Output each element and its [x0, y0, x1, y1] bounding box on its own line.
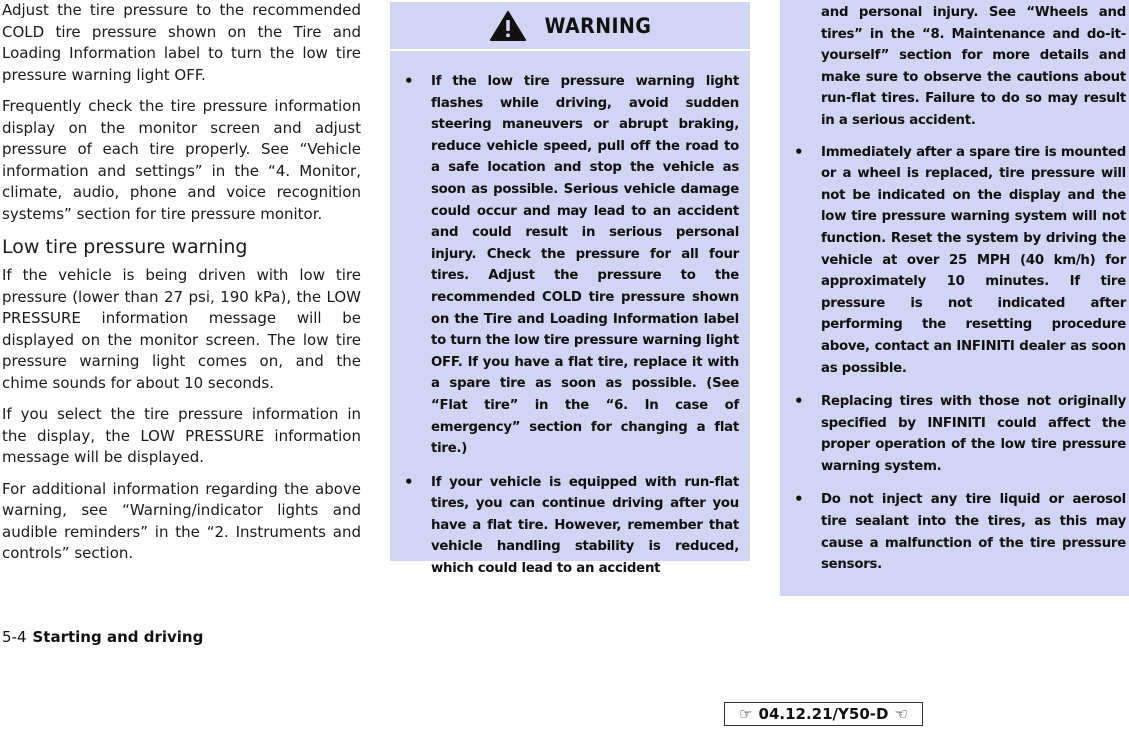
warning-box: [390, 2, 750, 577]
document-code: 04.12.21/Y50-D: [758, 705, 889, 723]
warning-bullet-replacing-tires: • Replacing tires with those not originally specified by INFINITI could affect the proper operation of the low tire pressure warning system.: [780, 391, 1129, 477]
left-column: [2, 0, 361, 575]
warning-triangle-icon: [489, 10, 527, 42]
warning-bullet-list: [390, 71, 750, 580]
warning-continuation-box: [780, 0, 1129, 596]
warning-bullet-flashing-light: • If the low tire pressure warning light flashes while driving, avoid sudden steering maneuvers or abrupt braking, reduce vehicle speed, pull off the road to a safe location and stop the vehicle as soon as possible. Serious vehicle damage could occur and may lead to an accident and could result in serious personal injury. Check the pressure for all four tires. Adjust the pressure to the recommended COLD tire pressure shown on the Tire and Loading Information label to turn the low tire pressure warning light OFF. If you have a flat tire, replace it with a spare tire as soon as possible. (See “Flat tire” in the “6. In case of emergency” section for changing a flat tire.): [390, 71, 750, 460]
warning-title: WARNING: [544, 13, 652, 38]
page-number: 5-4: [2, 628, 27, 646]
page-footer: [2, 628, 203, 646]
warning-bullet-tire-sealant: • Do not inject any tire liquid or aerosol tire sealant into the tires, as this may cause a malfunction of the tire pressure sensors.: [780, 489, 1129, 575]
paragraph-cold-pressure: Adjust the tire pressure to the recommended COLD tire pressure shown on the Tire and Loading Information label to turn the low tire pressure warning light OFF.: [2, 1, 361, 84]
paragraph-select-info: If you select the tire pressure information in the display, the LOW PRESSURE information message will be displayed.: [2, 405, 361, 466]
section-heading: Low tire pressure warning: [2, 236, 248, 258]
continuation-bullet-list: [780, 142, 1129, 576]
section-title: Starting and driving: [32, 628, 204, 646]
document-code-stamp: [724, 702, 923, 726]
paragraph-check-pressure: Frequently check the tire pressure information display on the monitor screen and adjust pressure of each tire properly. See “Vehicle information and settings” in the “4. Monitor, climate, audio, phone and voice recognition systems” section for tire pressure monitor.: [2, 97, 361, 223]
pointing-hand-right-icon: ☞: [739, 705, 753, 723]
paragraph-low-pressure: If the vehicle is being driven with low tire pressure (lower than 27 psi, 190 kPa), the LOW PRESSURE information message will be displayed on the monitor screen. The low tire pressure warning light comes on, and the chime sounds for about 10 seconds.: [2, 266, 361, 392]
warning-bullet-run-flat: • If your vehicle is equipped with run-flat tires, you can continue driving after you have a flat tire. However, remember that vehicle handling stability is reduced, which could lead to an accident: [390, 472, 750, 580]
warning-bullet-spare-tire: • Immediately after a spare tire is mounted or a wheel is replaced, tire pressure will not be indicated on the display and the low tire pressure warning system will not function. Reset the system by driving the vehicle at over 25 MPH (40 km/h) for approximately 10 minutes. If tire pressure is not indicated after performing the resetting procedure above, contact an INFINITI dealer as soon as possible.: [780, 142, 1129, 380]
pointing-hand-left-icon: ☜: [894, 705, 908, 723]
warning-run-flat-continued: and personal injury. See “Wheels and tires” in the “8. Maintenance and do-it-yourself” section for more details and make sure to observe the cautions about run-flat tires. Failure to do so may result in a serious accident.: [821, 5, 1126, 128]
paragraph-additional-info: For additional information regarding the above warning, see “Warning/indicator lights and audible reminders” in the “2. Instruments and controls” section.: [2, 479, 361, 562]
warning-header: [390, 2, 750, 51]
